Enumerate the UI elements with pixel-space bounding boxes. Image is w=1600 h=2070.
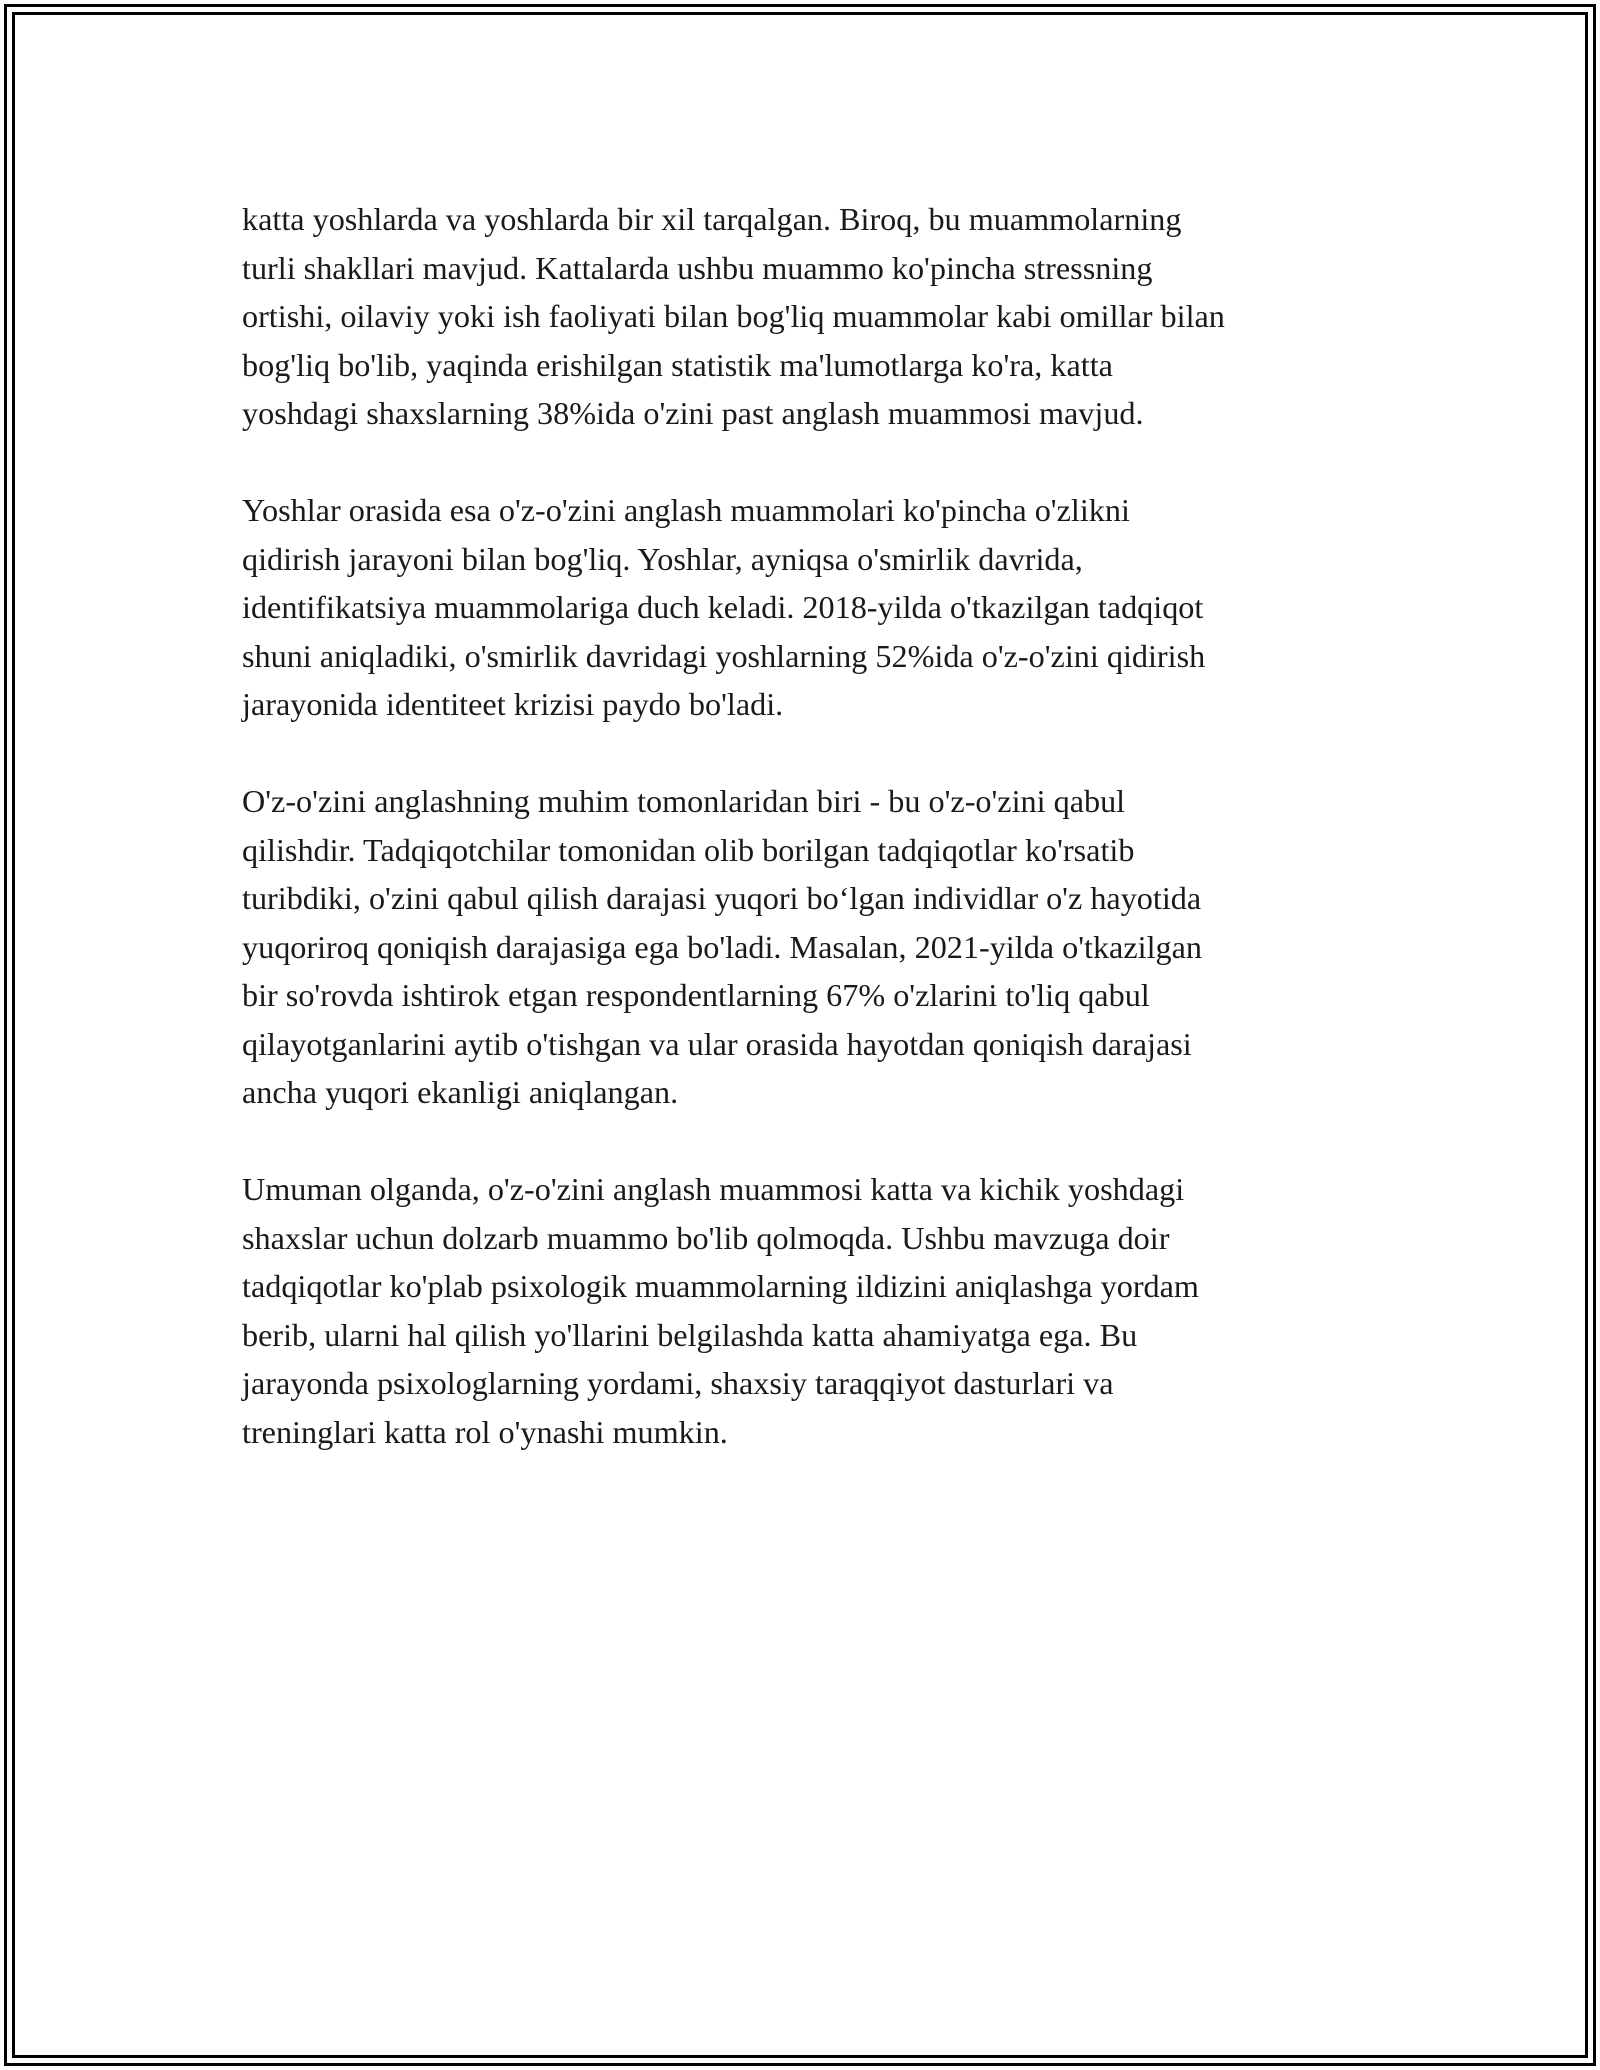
- paragraph-2: Yoshlar orasida esa o'z-o'zini anglash muammolari ko'pincha o'zlikni qidirish jarayoni bilan bog'liq. Yoshlar, ayniqsa o'smirlik davrida, identifikatsiya muammolariga duch keladi. 2018-yilda o'tkazilgan tadqiqot shuni aniqladiki, o'smirlik davridagi yoshlarning 52%ida o'z-o'zini qidirish jarayonida identiteet krizisi paydo bo'ladi.: [242, 492, 1206, 722]
- paragraph-3: O'z-o'zini anglashning muhim tomonlaridan biri - bu o'z-o'zini qabul qilishdir. Tadqiqotchilar tomonidan olib borilgan tadqiqotlar ko'rsatib turibdiki, o'zini qabul qilish darajasi yuqori bo‘lgan individlar o'z hayotida yuqoriroq qoniqish darajasiga ega bo'ladi. Masalan, 2021-yilda o'tkazilgan bir so'rovda ishtirok etgan respondentlarning 67% o'zlarini to'liq qabul qilayotganlarini aytib o'tishgan va ular orasida hayotdan qoniqish darajasi ancha yuqori ekanligi aniqlangan.: [242, 783, 1202, 1110]
- paragraph-1: katta yoshlarda va yoshlarda bir xil tarqalgan. Biroq, bu muammolarning turli shakllari mavjud. Kattalarda ushbu muammo ko'pincha stressning ortishi, oilaviy yoki ish faoliyati bilan bog'liq muammolar kabi omillar bilan bog'liq bo'lib, yaqinda erishilgan statistik ma'lumotlarga ko'ra, katta yoshdagi shaxslarning 38%ida o'zini past anglash muammosi mavjud.: [242, 201, 1225, 431]
- document-body: [242, 195, 1372, 1505]
- page-frame: [4, 4, 1596, 2066]
- paragraph-4: Umuman olganda, o'z-o'zini anglash muammosi katta va kichik yoshdagi shaxslar uchun dolzarb muammo bo'lib qolmoqda. Ushbu mavzuga doir tadqiqotlar ko'plab psixologik muammolarning ildizini aniqlashga yordam berib, ularni hal qilish yo'llarini belgilashda katta ahamiyatga ega. Bu jarayonda psixologlarning yordami, shaxsiy taraqqiyot dasturlari va treninglari katta rol o'ynashi mumkin.: [242, 1171, 1199, 1450]
